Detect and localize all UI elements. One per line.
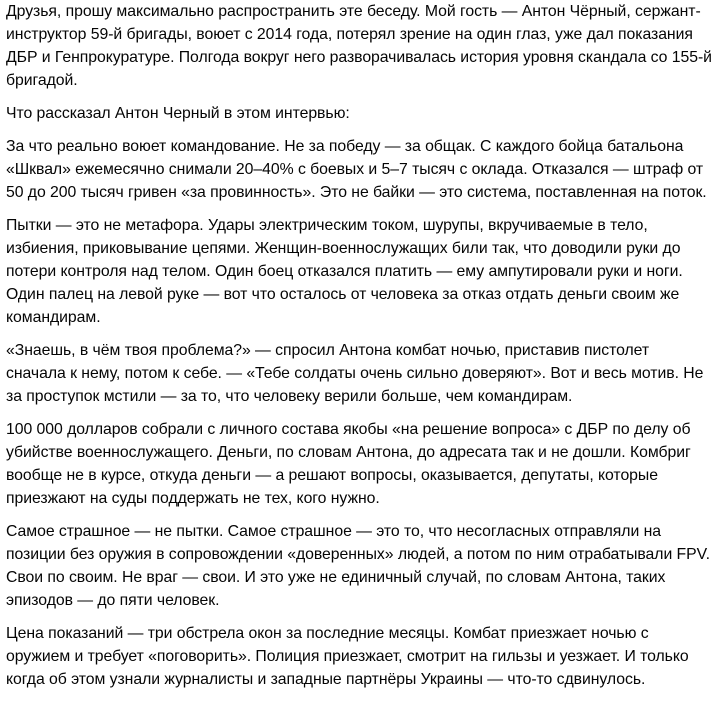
post-paragraph-extortion: За что реально воюет командование. Не за победу — за общак. С каждого бойца батальона «Шквал» ежемесячно снимали 20–40% с боевых и 5–7 тысяч с оклада. Отказался — штраф от 50 до 200 тысяч гривен «за провинность». Это не байки — это система, поставленная на поток. <box>6 138 707 201</box>
post-paragraph-price: Цена показаний — три обстрела окон за последние месяцы. Комбат приезжает ночью с оружием и требует «поговорить». Полиция приезжает, смотрит на гильзы и уезжает. И только когда об этом узнали журналисты и западные партнёры Украины — что-то сдвинулось. <box>6 625 689 688</box>
post-paragraph-intro: Друзья, прошу максимально распространить эте беседу. Мой гость — Антон Чёрный, сержант-инструктор 59-й бригады, воюет с 2014 года, потерял зрение на один глаз, уже дал показания ДБР и Генпрокуратуре. Полгода вокруг него разворачивалась история уровня скандала со 155-й бригадой. <box>6 3 712 89</box>
post-paragraph-money: 100 000 долларов собрали с личного состава якобы «на решение вопроса» с ДБР по делу об убийстве военнослужащего. Деньги, по словам Антона, до адресата так и не дошли. Комбриг вообще не в курсе, откуда деньги — а решают вопросы, оказывается, депутаты, которые приезжают на суды поддержать не тех, кого нужно. <box>6 421 691 507</box>
post-paragraph-torture: Пытки — это не метафора. Удары электрическим током, шурупы, вкручиваемые в тело, избиения, приковывание цепями. Женщин-военнослужащих били так, что доводили руки до потери контроля над телом. Один боец отказался платить — ему ампутировали руки и ноги. Один палец на левой руке — вот что осталось от человека за отказ отдать деньги своим же командирам. <box>6 217 683 326</box>
post-paragraph-threat: «Знаешь, в чём твоя проблема?» — спросил Антона комбат ночью, приставив пистолет сначала к нему, потом к себе. — «Тебе солдаты очень сильно доверяют». Вот и весь мотив. Не за проступок мстили — за то, что человеку верили больше, чем командирам. <box>6 342 704 405</box>
post-paragraph-summary-heading: Что рассказал Антон Черный в этом интервью: <box>6 105 350 122</box>
post-paragraph-worst: Самое страшное — не пытки. Самое страшное — это то, что несогласных отправляли на позиции без оружия в сопровождении «доверенных» людей, а потом по ним отрабатывали FPV. Свои по своим. Не враг — свои. И это уже не единичный случай, по словам Антона, таких эпизодов — до пяти человек. <box>6 523 711 609</box>
